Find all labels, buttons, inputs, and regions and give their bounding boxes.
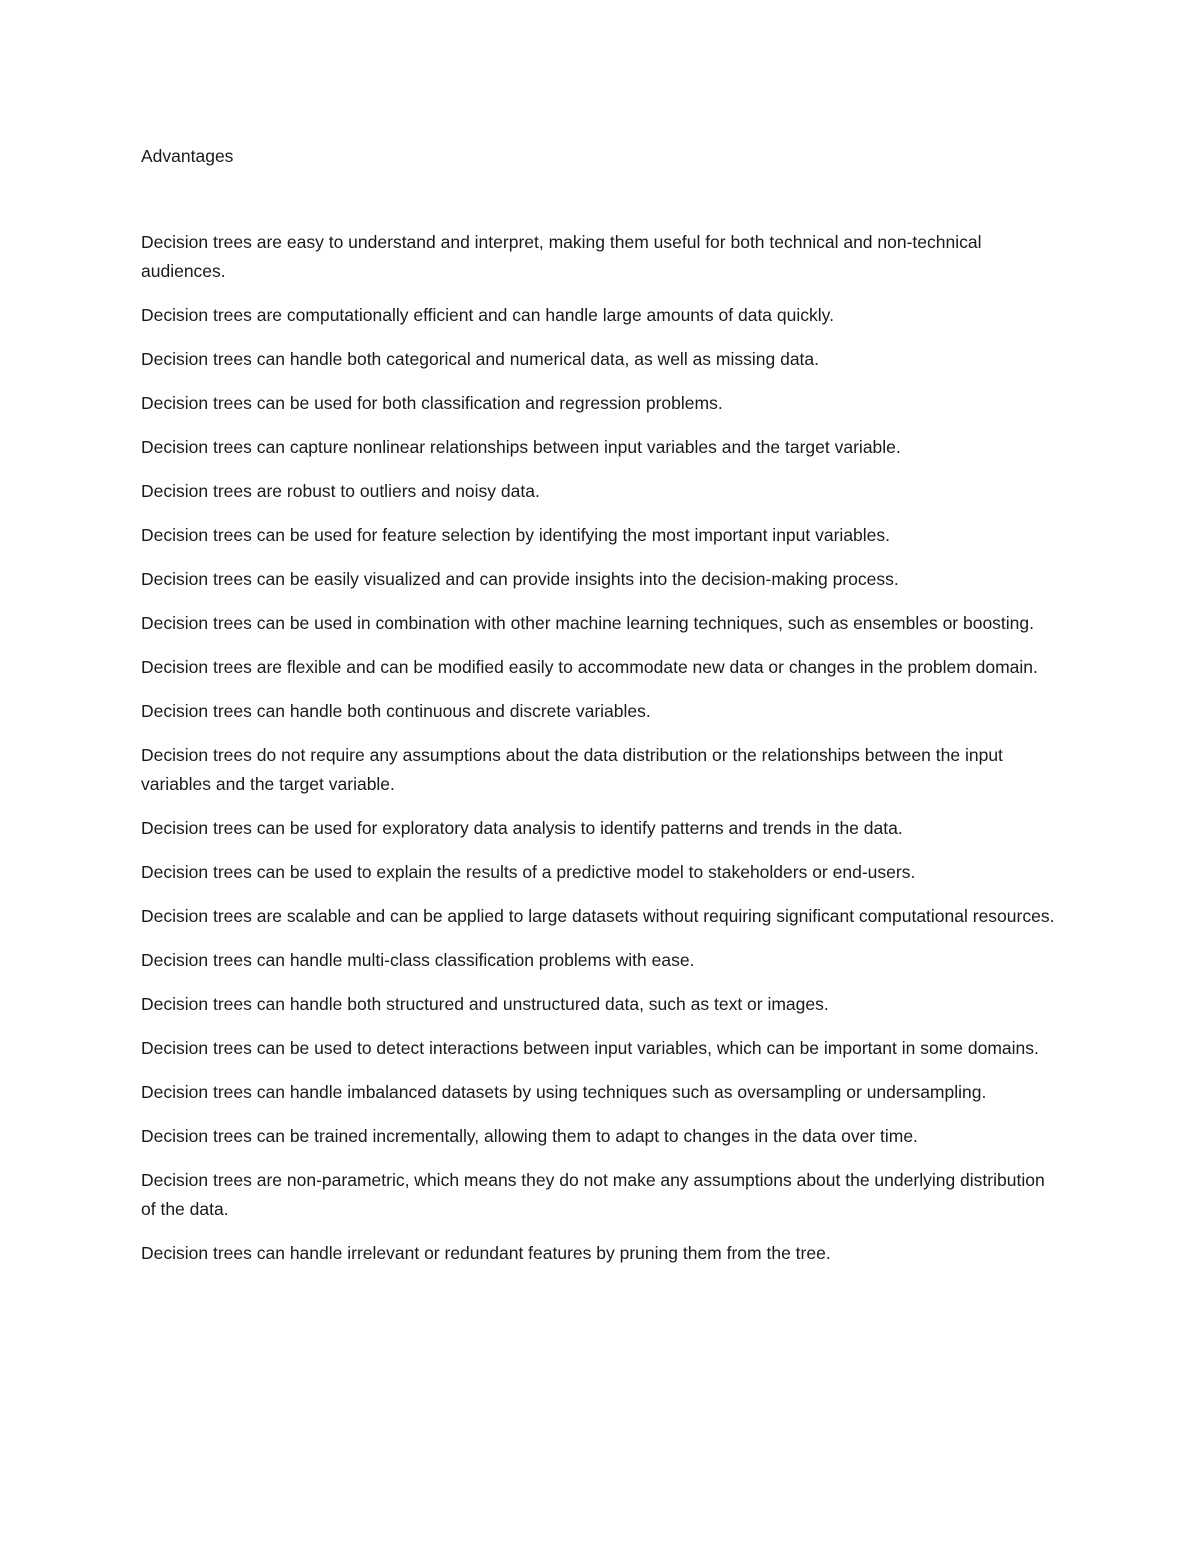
list-item: Decision trees can handle both categorical and numerical data, as well as missing data. (141, 349, 820, 369)
list-item: Decision trees can handle both structured and unstructured data, such as text or images. (141, 994, 829, 1014)
list-item: Decision trees are scalable and can be applied to large datasets without requiring significant computational resources. (141, 906, 1055, 926)
section-heading: Advantages (141, 146, 234, 166)
list-item: Decision trees can be used for exploratory data analysis to identify patterns and trends in the data. (141, 818, 903, 838)
list-item: Decision trees are flexible and can be modified easily to accommodate new data or changes in the problem domain. (141, 657, 1038, 677)
list-item: Decision trees can handle irrelevant or redundant features by pruning them from the tree. (141, 1243, 831, 1263)
list-item: Decision trees can handle multi-class classification problems with ease. (141, 950, 695, 970)
list-item: Decision trees are robust to outliers and noisy data. (141, 481, 540, 501)
list-item: Decision trees are easy to understand and interpret, making them useful for both technical and non-technical audiences. (141, 232, 982, 281)
list-item: Decision trees can be used to detect interactions between input variables, which can be important in some domains. (141, 1038, 1039, 1058)
list-item: Decision trees can be used to explain the results of a predictive model to stakeholders or end-users. (141, 862, 916, 882)
list-item: Decision trees can be used for both classification and regression problems. (141, 393, 723, 413)
list-item: Decision trees can be easily visualized and can provide insights into the decision-making process. (141, 569, 899, 589)
list-item: Decision trees can be used for feature selection by identifying the most important input variables. (141, 525, 891, 545)
list-item: Decision trees can capture nonlinear relationships between input variables and the target variable. (141, 437, 901, 457)
list-item: Decision trees can be used in combination with other machine learning techniques, such as ensembles or boosting. (141, 613, 1035, 633)
list-item: Decision trees can handle both continuous and discrete variables. (141, 701, 651, 721)
document-body (141, 142, 1061, 1283)
list-item: Decision trees can be trained incrementally, allowing them to adapt to changes in the data over time. (141, 1126, 918, 1146)
list-item: Decision trees can handle imbalanced datasets by using techniques such as oversampling or undersampling. (141, 1082, 987, 1102)
list-item: Decision trees are computationally efficient and can handle large amounts of data quickly. (141, 305, 834, 325)
advantages-list (141, 228, 1061, 1268)
list-item: Decision trees do not require any assumptions about the data distribution or the relationships between the input variables and the target variable. (141, 745, 1003, 794)
list-item: Decision trees are non-parametric, which means they do not make any assumptions about the underlying distribution of the data. (141, 1170, 1045, 1219)
